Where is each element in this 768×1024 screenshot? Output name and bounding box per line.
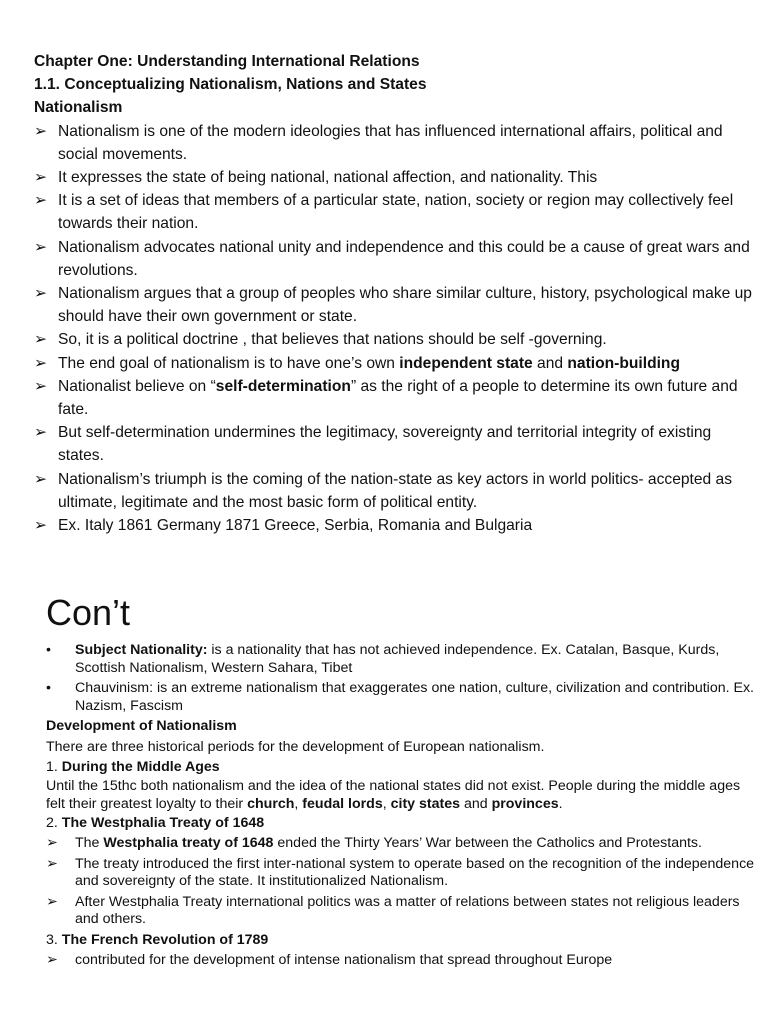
bold-term: Westphalia treaty of 1648 bbox=[103, 834, 274, 851]
bullet-text: The treaty introduced the first inter-national system to operate based on the recognition of the independence and sovereignty of the state. It institutionalized Nationalism. bbox=[75, 855, 755, 890]
bullet-text: After Westphalia Treaty international politics was a matter of relations between states not religious leaders and others. bbox=[75, 893, 740, 928]
arrow-bullet-icon: ➢ bbox=[34, 377, 48, 395]
bullet-text: It is a set of ideas that members of a particular state, nation, society or region may collectively feel towards their nation. bbox=[58, 192, 734, 233]
period-one-text bbox=[46, 778, 758, 813]
bullet-text: So, it is a political doctrine , that believes that nations should be self -governing. bbox=[58, 331, 607, 349]
paragraph-text: Until the 15thc both nationalism and the idea of the national states did not exist. People during the middle ages felt their greatest loyalty to their bbox=[46, 778, 741, 812]
arrow-bullet-icon: ➢ bbox=[34, 122, 48, 140]
definition-text: is a nationality that has not achieved independence. Ex. Catalan, Basque, Kurds, Scottish Nationalism, Western Sahara, Tibet bbox=[75, 642, 720, 676]
bold-term: Subject Nationality: bbox=[75, 642, 208, 658]
bullet-text: Nationalism argues that a group of peoples who share similar culture, history, psychological make up should have their own government or state. bbox=[58, 285, 752, 326]
arrow-bullet-icon: ➢ bbox=[46, 951, 58, 968]
arrow-bullet-icon: ➢ bbox=[34, 169, 48, 187]
paragraph-text: , bbox=[294, 795, 303, 812]
bullet-item bbox=[34, 375, 758, 421]
dot-bullet-icon: • bbox=[46, 680, 51, 697]
bullet-text: contributed for the development of intense nationalism that spread throughout Europe bbox=[75, 951, 613, 968]
slide-two bbox=[46, 592, 758, 972]
bullet-text: Nationalism’s triumph is the coming of the nation-state as key actors in world politics- accepted as ultimate, legitimate and the most basic form of political entity. bbox=[58, 470, 733, 511]
definition-item bbox=[46, 680, 758, 715]
period-two-heading bbox=[46, 815, 758, 833]
paragraph-text: and bbox=[460, 795, 492, 812]
arrow-bullet-icon: ➢ bbox=[34, 470, 48, 488]
period-title: During the Middle Ages bbox=[61, 758, 220, 775]
arrow-bullet-icon: ➢ bbox=[34, 354, 48, 372]
definition-item bbox=[46, 642, 758, 677]
bold-term: independent state bbox=[399, 354, 533, 372]
bullet-item bbox=[34, 166, 758, 189]
bullet-item bbox=[46, 894, 758, 929]
bullet-item bbox=[34, 352, 758, 375]
period-title: The French Revolution of 1789 bbox=[61, 931, 269, 948]
bullet-text: But self-determination undermines the legitimacy, sovereignty and territorial integrity of existing states. bbox=[58, 424, 712, 465]
nationalism-subheading: Nationalism bbox=[34, 99, 123, 117]
period-three-heading bbox=[46, 932, 758, 950]
nationalism-bullet-list bbox=[34, 120, 758, 538]
slide-one bbox=[34, 50, 758, 537]
arrow-bullet-icon: ➢ bbox=[46, 893, 58, 910]
bullet-text: ended the Thirty Years’ War between the Catholics and Protestants. bbox=[273, 834, 702, 851]
section-heading: 1.1. Conceptualizing Nationalism, Nations and States bbox=[34, 76, 427, 94]
bullet-item bbox=[46, 856, 758, 891]
bold-term: church bbox=[247, 795, 295, 812]
period-number: 3. bbox=[46, 931, 62, 948]
bullet-item bbox=[34, 514, 758, 537]
paragraph-text: , bbox=[382, 795, 391, 812]
bullet-item bbox=[46, 835, 758, 853]
period-number: 2. bbox=[46, 815, 62, 832]
arrow-bullet-icon: ➢ bbox=[34, 331, 48, 349]
development-intro: There are three historical periods for the development of European nationalism. bbox=[46, 738, 545, 755]
arrow-bullet-icon: ➢ bbox=[34, 285, 48, 303]
bullet-text: The bbox=[75, 834, 104, 851]
bullet-text: The end goal of nationalism is to have one’s own bbox=[58, 354, 400, 372]
bold-term: provinces bbox=[491, 795, 559, 812]
bullet-text: ” as the right of a people to determine its own future and fate. bbox=[58, 377, 738, 419]
paragraph-text: . bbox=[558, 795, 563, 812]
bullet-text: It expresses the state of being national, national affection, and nationality. This bbox=[58, 169, 598, 187]
arrow-bullet-icon: ➢ bbox=[34, 517, 48, 535]
arrow-bullet-icon: ➢ bbox=[46, 834, 58, 851]
bullet-text: Nationalism advocates national unity and independence and this could be a cause of great wars and revolutions. bbox=[58, 238, 750, 279]
bold-term: feudal lords bbox=[302, 795, 383, 812]
bullet-item bbox=[46, 952, 758, 970]
period-number: 1. bbox=[46, 758, 62, 775]
bullet-text: Nationalist believe on “ bbox=[58, 377, 216, 395]
arrow-bullet-icon: ➢ bbox=[34, 424, 48, 442]
dot-bullet-icon: • bbox=[46, 642, 51, 658]
bold-term: city states bbox=[390, 795, 461, 812]
arrow-bullet-icon: ➢ bbox=[34, 238, 48, 256]
bullet-item bbox=[34, 421, 758, 467]
bullet-item bbox=[34, 468, 758, 514]
arrow-bullet-icon: ➢ bbox=[34, 192, 48, 210]
bullet-item bbox=[34, 120, 758, 166]
bullet-text: and bbox=[532, 354, 568, 372]
slide-title: Con’t bbox=[46, 592, 131, 633]
development-heading: Development of Nationalism bbox=[46, 718, 237, 735]
definition-text: Chauvinism: is an extreme nationalism that exaggerates one nation, culture, civilization and contribution. Ex. Nazism, Fascism bbox=[75, 680, 754, 714]
period-one-heading bbox=[46, 759, 758, 777]
bold-term: self-determination bbox=[215, 377, 351, 395]
period-title: The Westphalia Treaty of 1648 bbox=[61, 815, 265, 832]
bold-term: nation-building bbox=[567, 354, 680, 372]
bullet-item bbox=[34, 189, 758, 235]
definition-list bbox=[46, 642, 758, 715]
period-three-list bbox=[46, 952, 758, 970]
bullet-item bbox=[34, 328, 758, 351]
bullet-item bbox=[34, 282, 758, 328]
bullet-text: Nationalism is one of the modern ideologies that has influenced international affairs, political and social movements. bbox=[58, 122, 723, 163]
arrow-bullet-icon: ➢ bbox=[46, 855, 58, 872]
period-two-list bbox=[46, 835, 758, 929]
bullet-item bbox=[34, 236, 758, 282]
chapter-heading: Chapter One: Understanding International Relations bbox=[34, 53, 420, 70]
bullet-text: Ex. Italy 1861 Germany 1871 Greece, Serbia, Romania and Bulgaria bbox=[58, 517, 533, 535]
